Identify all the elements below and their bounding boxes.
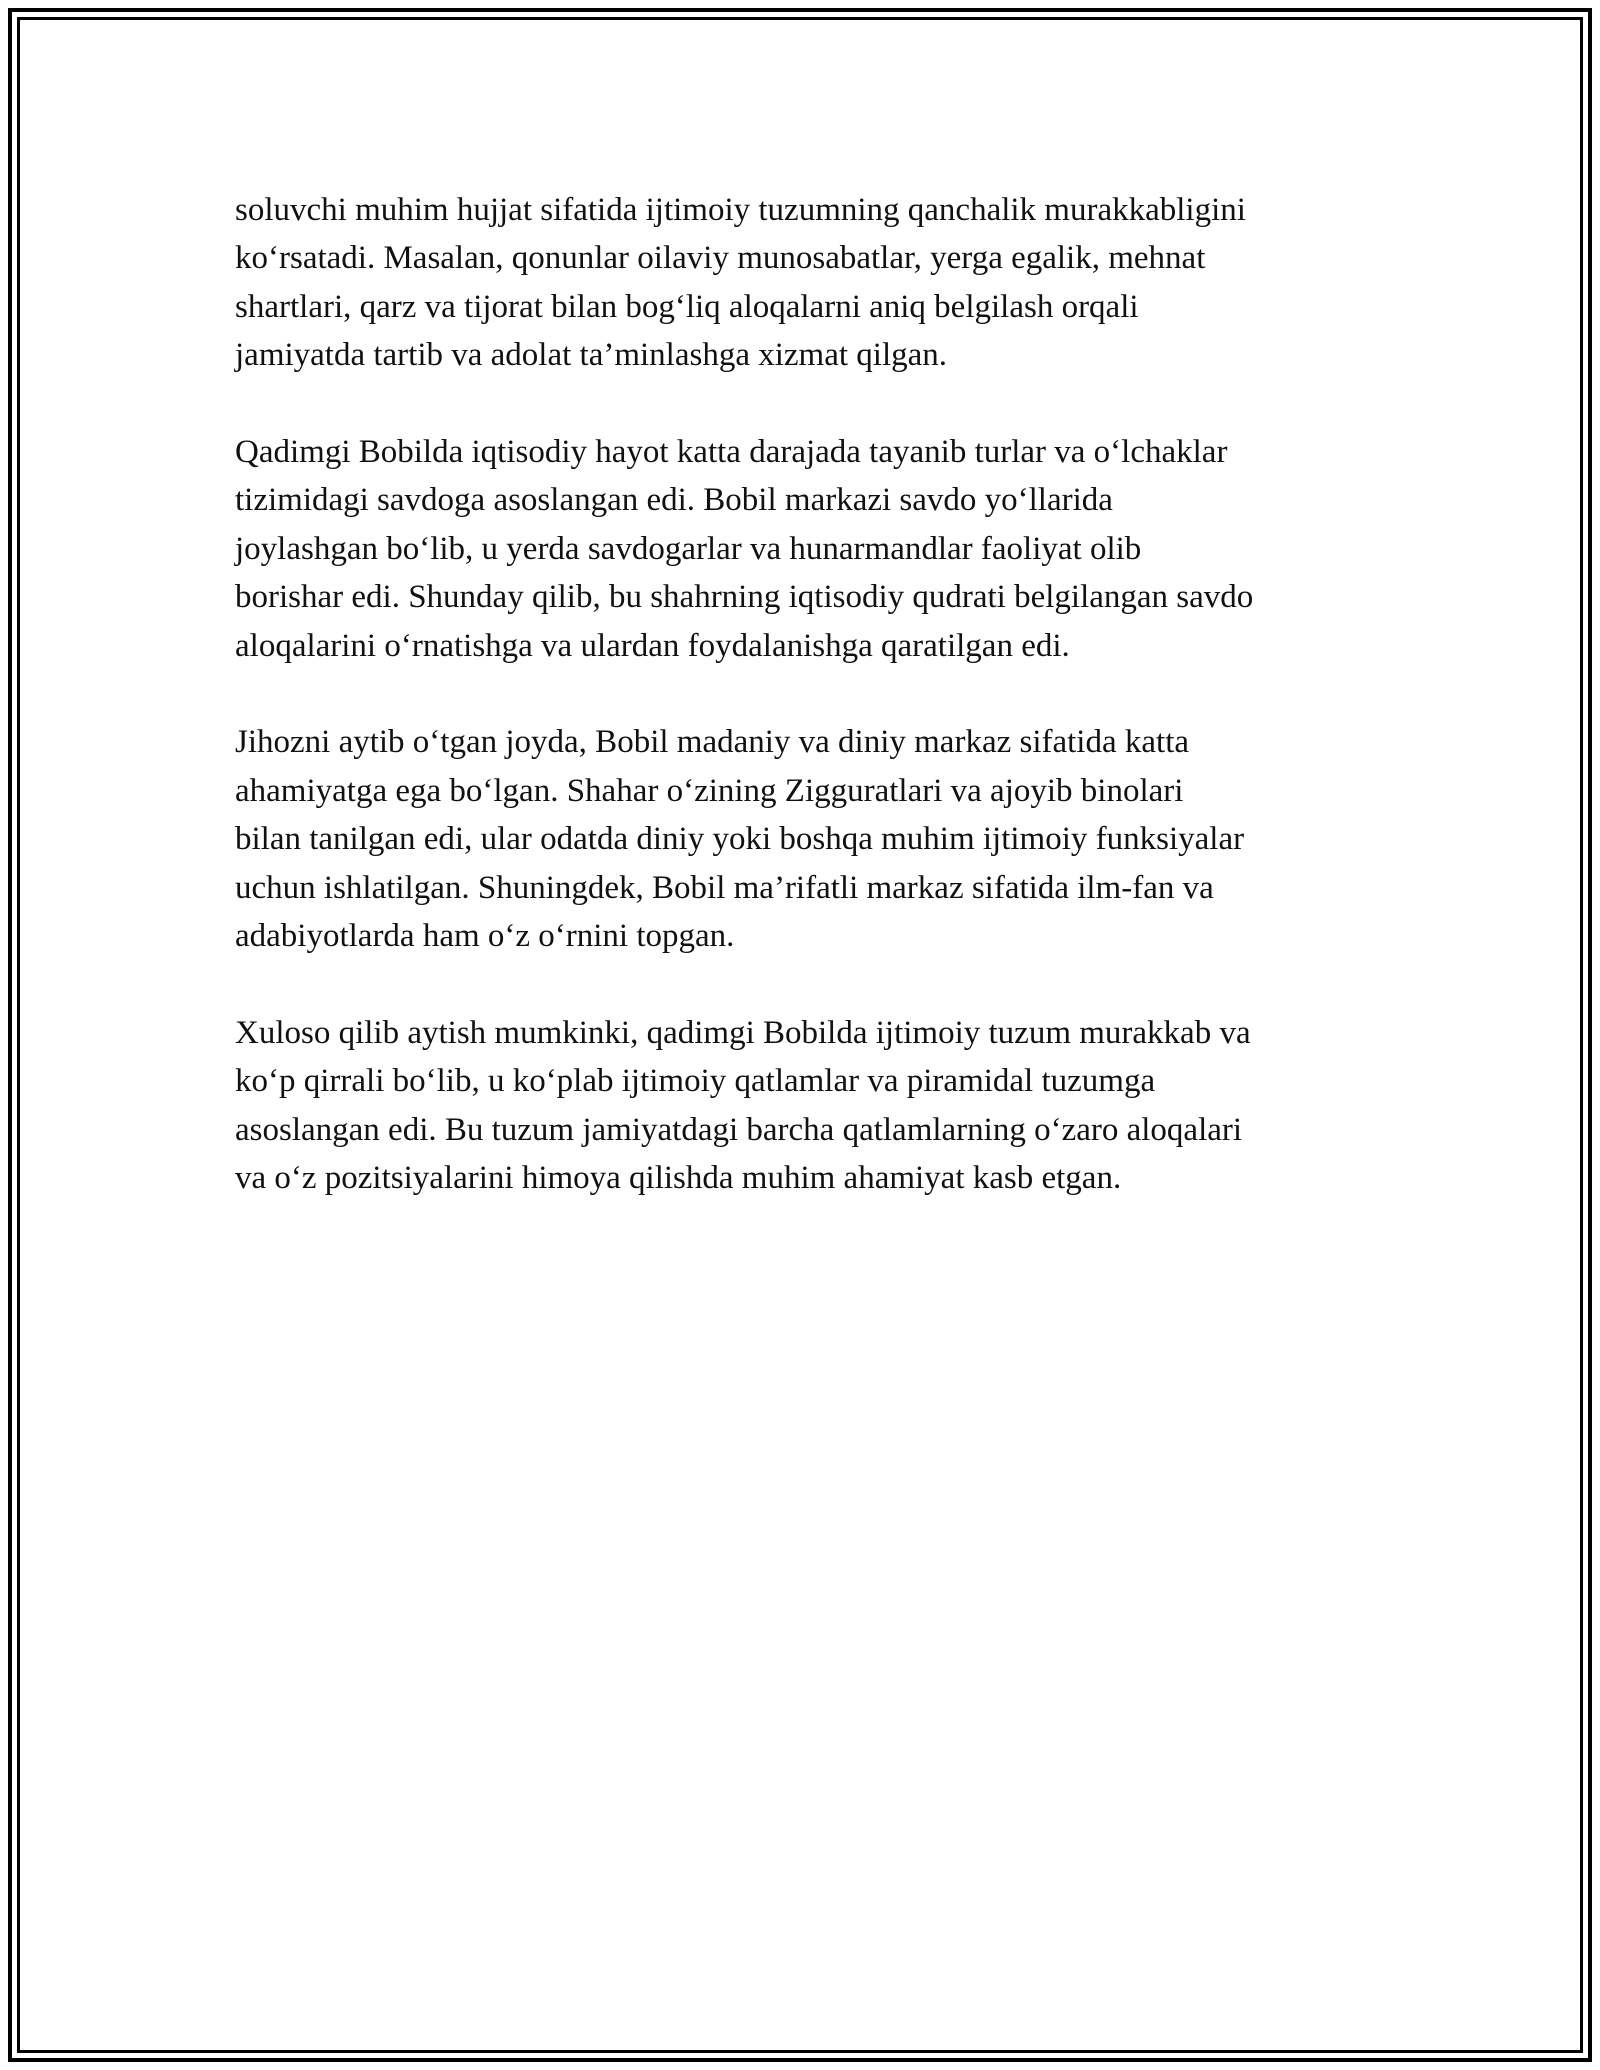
text-line: Xuloso qilib aytish mumkinki, qadimgi Bobilda ijtimoiy tuzum murakkab va bbox=[235, 1014, 1251, 1051]
text-line: uchun ishlatilgan. Shuningdek, Bobil ma’rifatli markaz sifatida ilm-fan va bbox=[235, 869, 1214, 906]
text-line: asoslangan edi. Bu tuzum jamiyatdagi barcha qatlamlarning o‘zaro aloqalari bbox=[235, 1111, 1243, 1148]
text-line: aloqalarini o‘rnatishga va ulardan foydalanishga qaratilgan edi. bbox=[235, 627, 1070, 664]
paragraph-3 bbox=[235, 718, 1375, 960]
text-line: Jihozni aytib o‘tgan joyda, Bobil madaniy va diniy markaz sifatida katta bbox=[235, 724, 1190, 761]
text-line: ko‘rsatadi. Masalan, qonunlar oilaviy munosabatlar, yerga egalik, mehnat bbox=[235, 240, 1206, 277]
text-line: soluvchi muhim hujjat sifatida ijtimoiy tuzumning qanchalik murakkabligini bbox=[235, 192, 1246, 228]
document-body bbox=[235, 186, 1375, 1251]
text-line: joylashgan bo‘lib, u yerda savdogarlar va hunarmandlar faoliyat olib bbox=[235, 530, 1142, 567]
text-line: va o‘z pozitsiyalarini himoya qilishda muhim ahamiyat kasb etgan. bbox=[235, 1160, 1122, 1197]
paragraph-2 bbox=[235, 428, 1375, 670]
paragraph-1 bbox=[235, 186, 1375, 380]
text-line: tizimidagi savdoga asoslangan edi. Bobil markazi savdo yo‘llarida bbox=[235, 482, 1113, 519]
text-line: Qadimgi Bobilda iqtisodiy hayot katta darajada tayanib turlar va o‘lchaklar bbox=[235, 434, 1228, 471]
text-line: adabiyotlarda ham o‘z o‘rnini topgan. bbox=[235, 918, 735, 955]
text-line: borishar edi. Shunday qilib, bu shahrning iqtisodiy qudrati belgilangan savdo bbox=[235, 579, 1254, 616]
paragraph-4 bbox=[235, 1009, 1375, 1203]
text-line: jamiyatda tartib va adolat ta’minlashga xizmat qilgan. bbox=[235, 337, 948, 374]
text-line: bilan tanilgan edi, ular odatda diniy yoki boshqa muhim ijtimoiy funksiyalar bbox=[235, 821, 1245, 858]
text-line: ahamiyatga ega bo‘lgan. Shahar o‘zining Zigguratlari va ajoyib binolari bbox=[235, 772, 1184, 809]
text-line: shartlari, qarz va tijorat bilan bog‘liq aloqalarni aniq belgilash orqali bbox=[235, 288, 1139, 325]
text-line: ko‘p qirrali bo‘lib, u ko‘plab ijtimoiy qatlamlar va piramidal tuzumga bbox=[235, 1063, 1156, 1100]
